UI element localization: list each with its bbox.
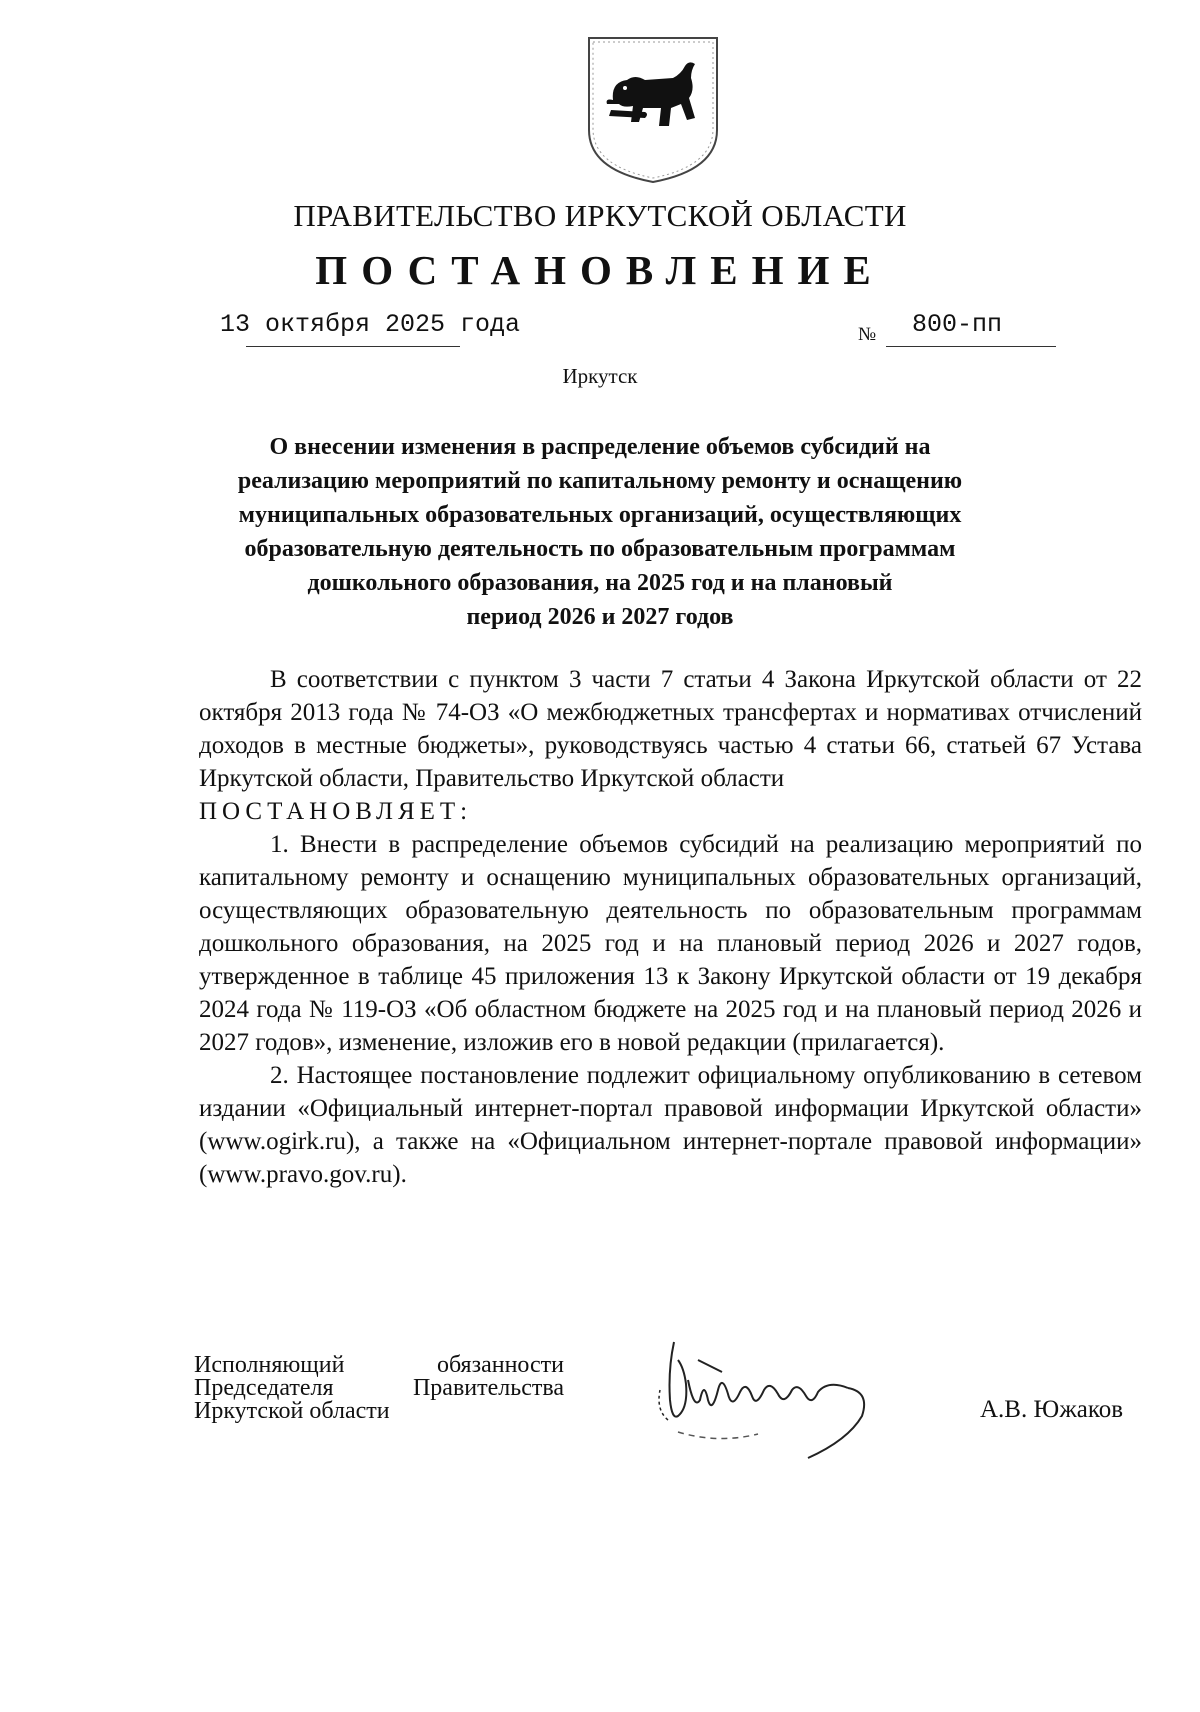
title-line: дошкольного образования, на 2025 год и на плановый bbox=[307, 570, 893, 596]
document-type: ПОСТАНОВЛЕНИЕ bbox=[315, 247, 885, 293]
document-number: 800-пп bbox=[912, 310, 1003, 339]
title-line: муниципальных образовательных организаций, осуществляющих bbox=[238, 502, 962, 528]
signatory-name: А.В. Южаков bbox=[980, 1396, 1124, 1423]
decree-word: ПОСТАНОВЛЯЕТ: bbox=[199, 798, 473, 825]
title-line: реализацию мероприятий по капитальному ремонту и оснащению bbox=[237, 468, 963, 494]
title-line: О внесении изменения в распределение объемов субсидий на bbox=[269, 434, 931, 460]
document-body bbox=[199, 663, 1142, 1191]
preamble-paragraph: В соответствии с пунктом 3 части 7 статьи 4 Закона Иркутской области от 22 октября 2013 года № 74-ОЗ «О межбюджетных трансфертах и нормативах отчислений доходов в местные бюджеты», руководствуясь частью 4 статьи 66, статьей 67 Устава Иркутской области, Правительство Иркутской области bbox=[199, 666, 1142, 792]
position-line: Председателя Правительства bbox=[194, 1375, 564, 1401]
coat-of-arms-icon bbox=[585, 34, 721, 186]
number-underline bbox=[886, 346, 1056, 347]
title-line: образовательную деятельность по образовательным программам bbox=[244, 536, 956, 562]
document-title bbox=[200, 430, 1000, 634]
item-1-paragraph: 1. Внести в распределение объемов субсидий на реализацию мероприятий по капитальному ремонту и оснащению муниципальных образовательных организаций, осуществляющих образовательную деятельность по образовательным программам дошкольного образования, на 2025 год и на плановый период 2026 и 2027 годов, утвержденное в таблице 45 приложения 13 к Закону Иркутской области от 19 декабря 2024 года № 119-ОЗ «Об областном бюджете на 2025 год и на плановый период 2026 и 2027 годов», изменение, изложив его в новой редакции (прилагается). bbox=[199, 831, 1142, 1056]
position-line: Иркутской области bbox=[194, 1398, 390, 1424]
title-line: период 2026 и 2027 годов bbox=[466, 604, 734, 630]
date-underline bbox=[246, 346, 460, 347]
city: Иркутск bbox=[562, 364, 638, 388]
signatory-position bbox=[194, 1354, 564, 1423]
item-2-paragraph: 2. Настоящее постановление подлежит официальному опубликованию в сетевом издании «Официальный интернет-портал правовой информации Иркутской области» (www.ogirk.ru), а также на «Официальном интернет-портале правовой информации» (www.pravo.gov.ru). bbox=[199, 1062, 1142, 1188]
position-line: Исполняющий обязанности bbox=[194, 1352, 564, 1378]
document-date: 13 октября 2025 года bbox=[220, 310, 521, 339]
government-name: ПРАВИТЕЛЬСТВО ИРКУТСКОЙ ОБЛАСТИ bbox=[293, 198, 907, 233]
number-sign: № bbox=[858, 324, 877, 345]
handwritten-signature bbox=[638, 1320, 938, 1470]
